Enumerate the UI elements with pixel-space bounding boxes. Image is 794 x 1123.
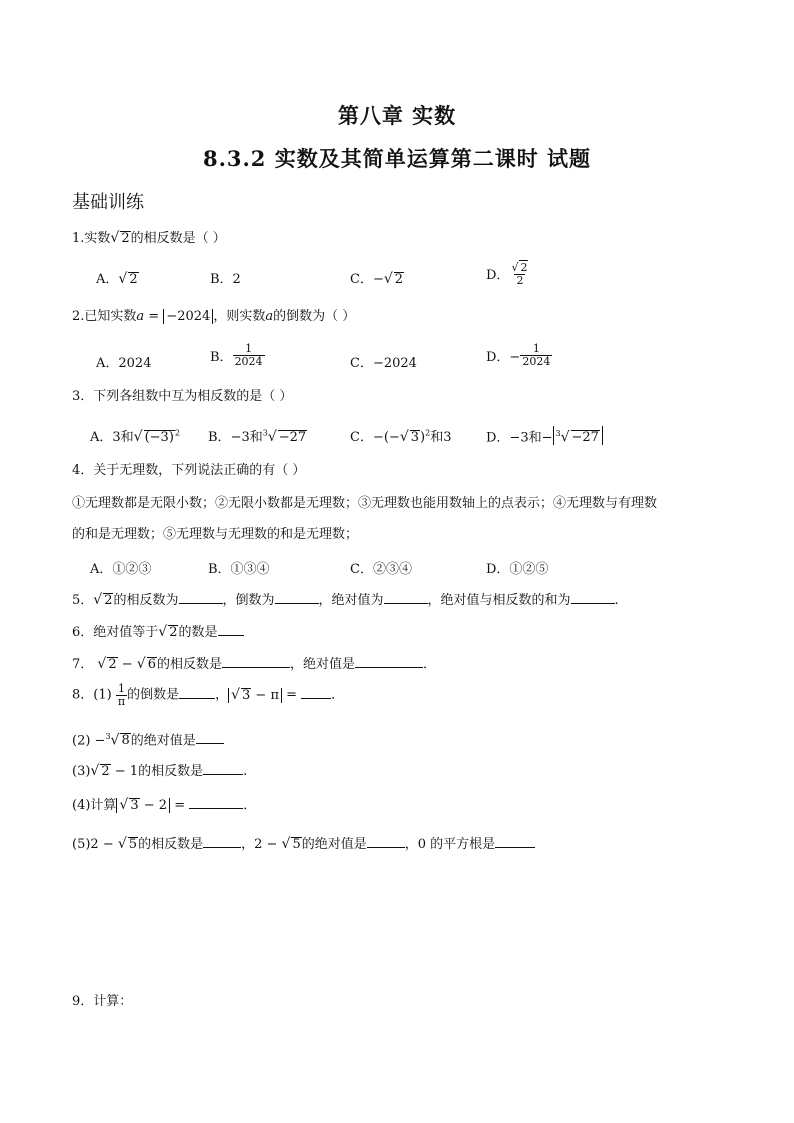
q4-statements-line-1: ①无理数都是无限小数；②无限小数都是无理数；③无理数也能用数轴上的点表示；④无理数与有理数: [72, 496, 658, 511]
question-3: 3．下列各组数中互为相反数的是（ ）: [72, 389, 293, 404]
answer-blank[interactable]: [222, 655, 290, 668]
lesson-title: 8.3.2 实数及其简单运算第二课时 试题: [202, 146, 592, 171]
answer-blank[interactable]: [355, 655, 423, 668]
answer-blank[interactable]: [367, 835, 405, 848]
q1-prefix: 1.实数: [72, 231, 111, 246]
question-8-part-3: (3)√ 2 − 1的相反数是 .: [72, 763, 248, 779]
question-9: 9．计算：: [72, 994, 133, 1009]
answer-blank[interactable]: [203, 835, 241, 848]
q3-option-a: A．3和√ $(-3)^2$: [90, 428, 180, 445]
q2-option-c: C．−2024: [350, 356, 417, 371]
question-8-part-4: (4)计算 √ 3 − 2 = ．: [72, 797, 257, 813]
q3-option-d: D．−3和− $^3$√ −27: [486, 426, 603, 445]
q4-option-b: B．①③④: [208, 562, 270, 577]
answer-blank[interactable]: [179, 591, 223, 604]
answer-blank[interactable]: [189, 796, 243, 809]
q1-option-c: C．−√ 2: [350, 271, 404, 287]
question-1: 1.实数√ 2的相反数是（ ）: [72, 230, 226, 246]
question-8-part-5: (5)2 − √ 5的相反数是 ，2 − √ 5的绝对值是 ，0 的平方根是: [72, 835, 535, 853]
answer-blank[interactable]: [203, 762, 243, 775]
q1-suffix: 的相反数是（ ）: [130, 231, 226, 246]
answer-blank[interactable]: [196, 731, 224, 744]
q2-option-b: B． $\frac{1}{2024}$: [210, 342, 263, 368]
q1-option-b: B．2: [210, 272, 241, 287]
q2-option-a: A．2024: [96, 356, 152, 371]
question-7: 7． √ 2 − √ 6的相反数是 ，绝对值是 ．: [72, 656, 437, 672]
answer-blank[interactable]: [384, 591, 428, 604]
q4-option-a: A．①②③: [90, 562, 152, 577]
q1-option-d: D． $\frac{√ 2}{2}$: [486, 261, 528, 287]
question-2: 2.已知实数a = −2024 ，则实数a的倒数为（ ）: [72, 309, 356, 324]
q3-option-b: B．−3和$^3$√ −27: [208, 428, 307, 445]
question-8-part-2: (2) −$^3$√ 8的绝对值是: [72, 729, 224, 749]
answer-blank[interactable]: [495, 835, 535, 848]
q3-option-c: C．−(−√ 3)$^2$和3: [350, 428, 452, 445]
chapter-title: 第八章 实数: [337, 103, 457, 128]
question-8-part-1: 8．(1) $\frac{1}{\pi}$ 的倒数是 ， √ 3 − π = ．: [72, 682, 345, 708]
question-5: 5．√ 2的相反数为 ，倒数为 ，绝对值为 ，绝对值与相反数的和为 .: [72, 592, 619, 608]
answer-blank[interactable]: [275, 591, 319, 604]
section-heading: 基础训练: [72, 192, 144, 213]
question-6: 6．绝对值等于√ 2的数是: [72, 623, 244, 641]
question-4: 4．关于无理数，下列说法正确的有（ ）: [72, 463, 306, 478]
q4-option-d: D．①②⑤: [486, 562, 549, 577]
q4-option-c: C．②③④: [350, 562, 412, 577]
answer-blank[interactable]: [571, 591, 615, 604]
q2-absolute-value: −2024: [163, 309, 213, 324]
q1-option-a: A．√ 2: [96, 271, 138, 287]
q1-radicand: 2: [121, 231, 130, 246]
q4-statements-line-2: 的和是无理数；⑤无理数与无理数的和是无理数；: [72, 527, 359, 542]
answer-blank[interactable]: [301, 686, 331, 699]
answer-blank[interactable]: [218, 623, 244, 636]
answer-blank[interactable]: [179, 686, 215, 699]
q2-option-d: D．− $\frac{1}{2024}$: [486, 342, 551, 368]
